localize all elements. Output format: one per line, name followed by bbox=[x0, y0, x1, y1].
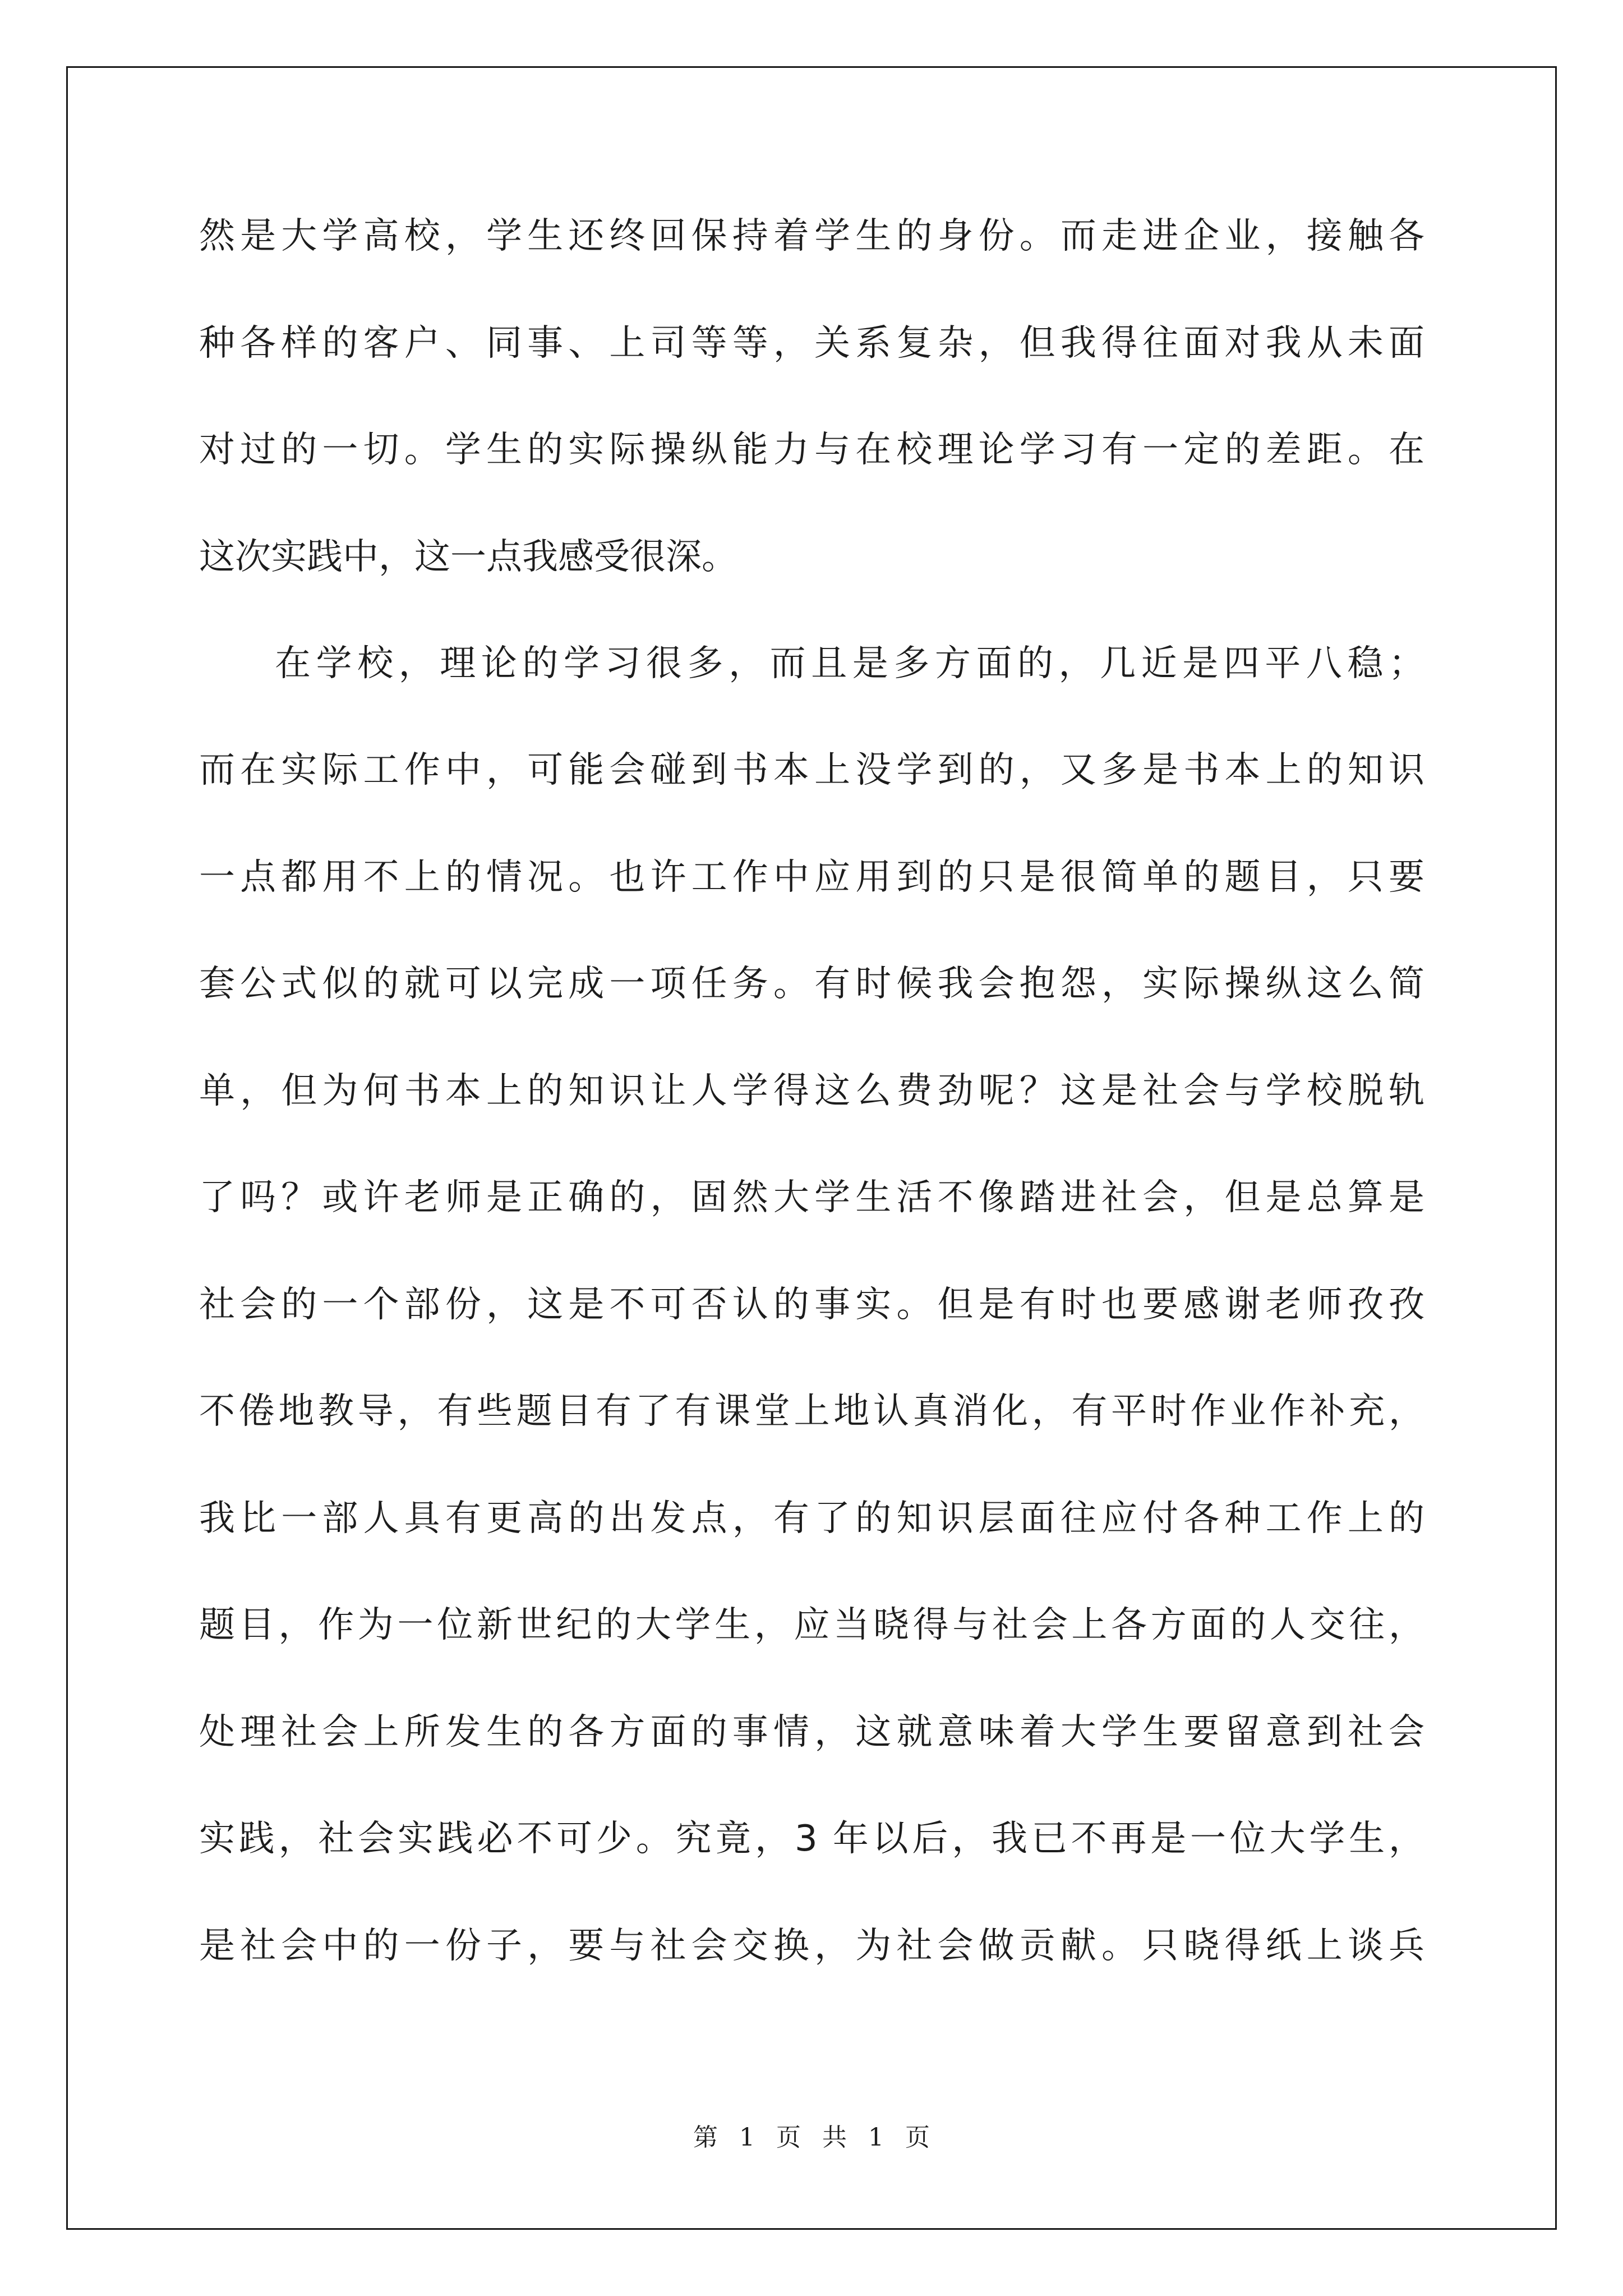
text-line: 了吗？或许老师是正确的，固然大学生活不像踏进社会，但是总算是 bbox=[199, 1177, 1424, 1218]
text-line: 一点都用不上的情况。也许工作中应用到的只是很简单的题目，只要 bbox=[199, 857, 1424, 898]
text-line: 这次实践中，这一点我感受很深。 bbox=[199, 536, 737, 578]
text-line: 社会的一个部份，这是不可否认的事实。但是有时也要感谢老师孜孜 bbox=[199, 1284, 1424, 1326]
text-line: 种各样的客户、同事、上司等等，关系复杂，但我得往面对我从未面 bbox=[199, 323, 1424, 364]
text-line: 题目，作为一位新世纪的大学生，应当晓得与社会上各方面的人交往， bbox=[199, 1604, 1424, 1646]
text-line: 处理社会上所发生的各方面的事情，这就意味着大学生要留意到社会 bbox=[199, 1711, 1424, 1753]
text-line: 对过的一切。学生的实际操纵能力与在校理论学习有一定的差距。在 bbox=[199, 429, 1424, 471]
text-line: 是社会中的一份子，要与社会交换，为社会做贡献。只晓得纸上谈兵 bbox=[199, 1925, 1424, 1967]
text-line: 然是大学高校，学生还终回保持着学生的身份。而走进企业，接触各 bbox=[199, 215, 1424, 257]
text-line: 我比一部人具有更高的出发点，有了的知识层面往应付各种工作上的 bbox=[199, 1498, 1424, 1539]
page-border bbox=[66, 66, 1557, 2230]
page-footer: 第 1 页 共 1 页 bbox=[693, 2123, 930, 2152]
text-line: 套公式似的就可以完成一项任务。有时候我会抱怨，实际操纵这么简 bbox=[199, 963, 1424, 1005]
text-line: 不倦地教导，有些题目有了有课堂上地认真消化，有平时作业作补充， bbox=[199, 1391, 1424, 1432]
text-line: 而在实际工作中，可能会碰到书本上没学到的，又多是书本上的知识 bbox=[199, 749, 1424, 791]
text-line: 实践，社会实践必不可少。究竟，3 年以后，我已不再是一位大学生， bbox=[199, 1818, 1424, 1860]
paragraph-start-line: 在学校，理论的学习很多，而且是多方面的，几近是四平八稳； bbox=[275, 643, 1424, 684]
text-line: 单，但为何书本上的知识让人学得这么费劲呢？这是社会与学校脱轨 bbox=[199, 1070, 1424, 1112]
